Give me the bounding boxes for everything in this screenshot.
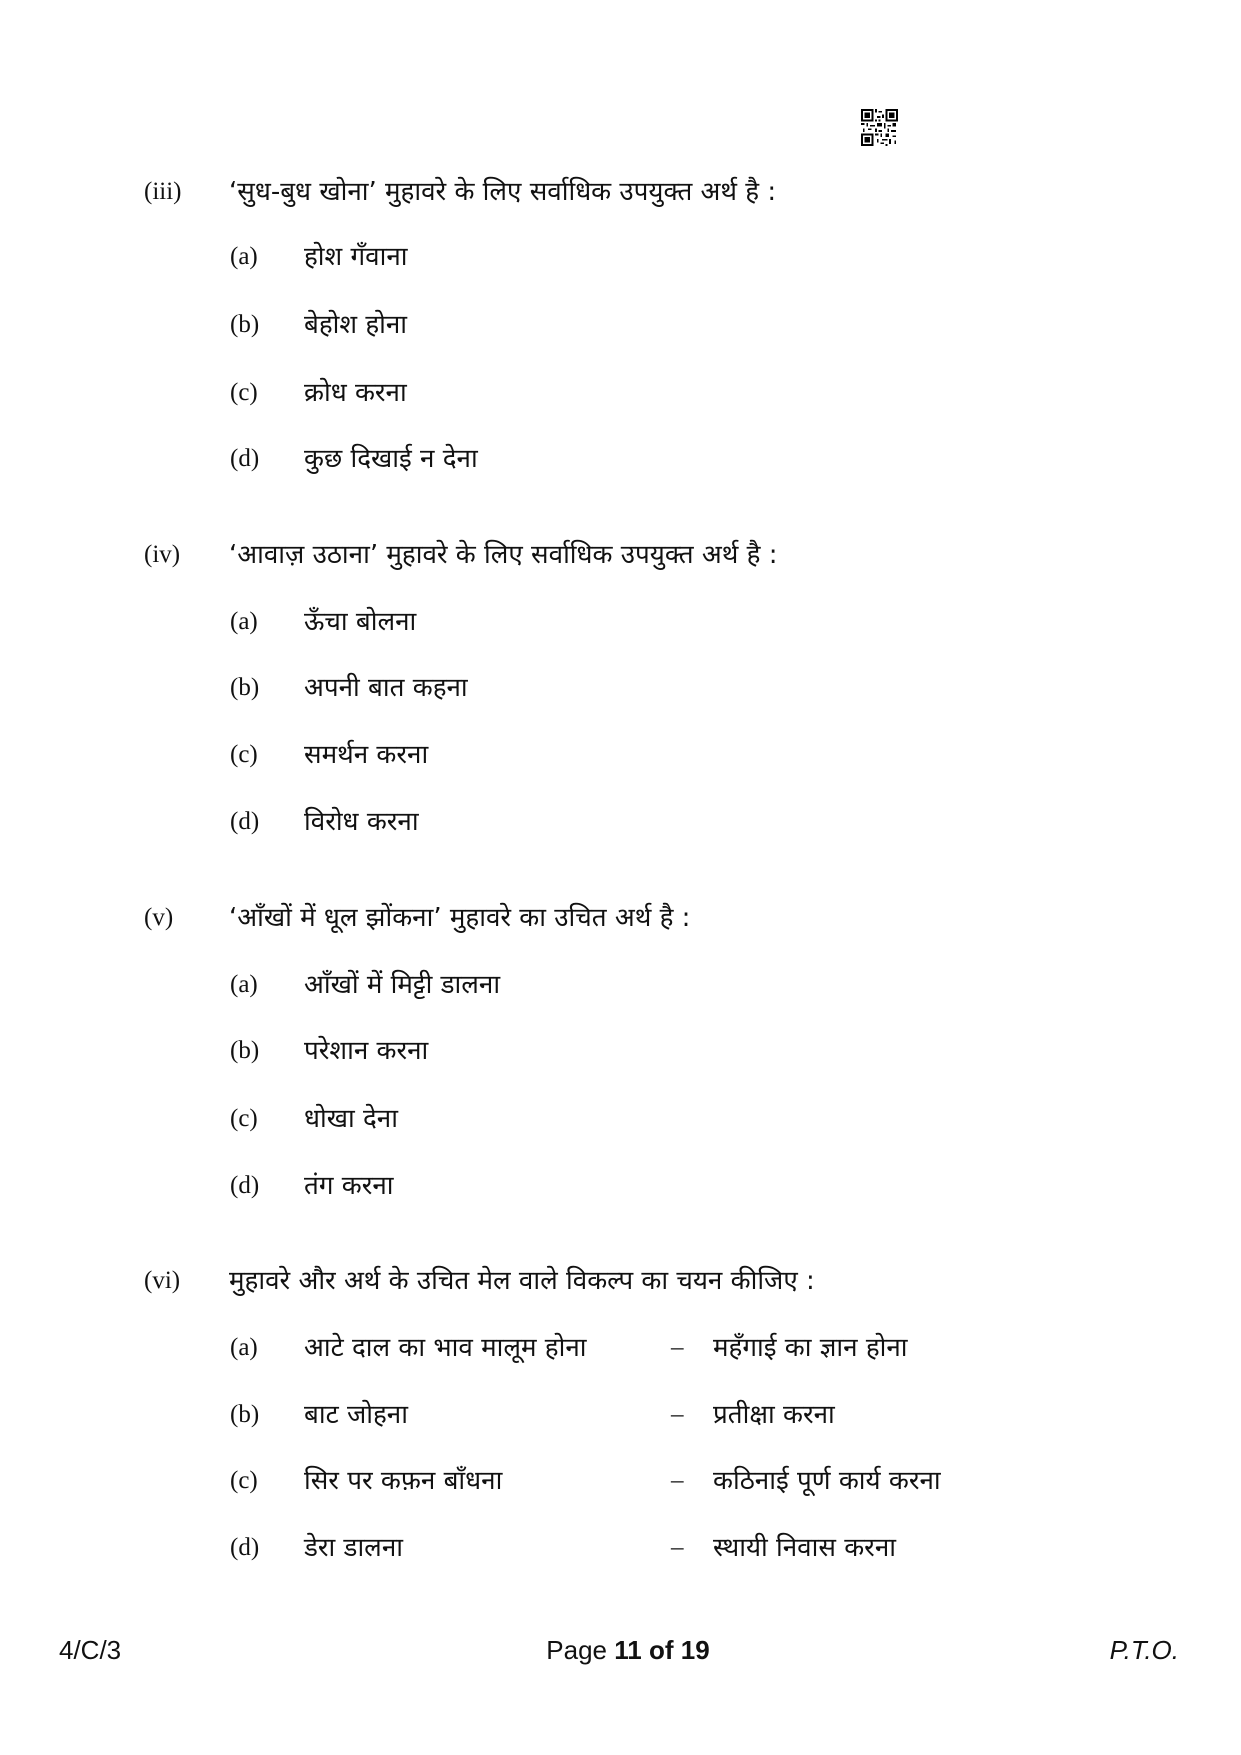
option-idiom: बाट जोहना	[304, 1400, 408, 1430]
option-text: बेहोश होना	[304, 310, 408, 340]
option-label: (d)	[230, 1172, 260, 1199]
option-row	[0, 1168, 1241, 1204]
option-row	[0, 307, 1241, 343]
question-v	[0, 900, 1241, 936]
option-dash: –	[671, 1534, 684, 1561]
question-text: ‘सुध-बुध खोना’ मुहावरे के लिए सर्वाधिक उपयुक्त अर्थ है :	[229, 177, 777, 207]
option-text: परेशान करना	[304, 1036, 429, 1066]
option-dash: –	[671, 1467, 684, 1494]
page-footer	[0, 1632, 1241, 1668]
option-label: (a)	[230, 243, 258, 270]
question-iii	[0, 174, 1241, 210]
option-text: क्रोध करना	[304, 378, 407, 408]
option-text: अपनी बात कहना	[304, 673, 468, 703]
question-number: (v)	[144, 904, 174, 931]
option-label: (a)	[230, 1334, 258, 1361]
option-row	[0, 804, 1241, 840]
option-row	[0, 1033, 1241, 1069]
option-text: तंग करना	[304, 1171, 394, 1201]
question-vi	[0, 1263, 1241, 1299]
page-number	[440, 1632, 816, 1668]
question-text: मुहावरे और अर्थ के उचित मेल वाले विकल्प का चयन कीजिए :	[229, 1266, 815, 1296]
option-meaning: स्थायी निवास करना	[713, 1533, 896, 1563]
question-iv	[0, 537, 1241, 573]
option-row	[0, 1101, 1241, 1137]
question-text: ‘आँखों में धूल झोंकना’ मुहावरे का उचित अर्थ है :	[229, 903, 691, 933]
option-text: धोखा देना	[304, 1104, 398, 1134]
qr-code-icon	[861, 109, 898, 146]
option-text: होश गँवाना	[304, 242, 408, 272]
option-text: आँखों में मिट्टी डालना	[304, 970, 501, 1000]
option-row	[0, 1463, 1241, 1499]
option-row	[0, 1330, 1241, 1366]
option-row	[0, 1530, 1241, 1566]
option-row	[0, 239, 1241, 275]
option-text: ऊँचा बोलना	[304, 607, 417, 637]
option-label: (c)	[230, 1105, 258, 1132]
option-row	[0, 967, 1241, 1003]
option-dash: –	[671, 1401, 684, 1428]
option-label: (a)	[230, 971, 258, 998]
option-label: (c)	[230, 379, 258, 406]
option-label: (b)	[230, 1037, 260, 1064]
option-dash: –	[671, 1334, 684, 1361]
paper-code: 4/C/3	[59, 1635, 122, 1665]
option-row	[0, 604, 1241, 640]
option-row	[0, 441, 1241, 477]
option-row	[0, 737, 1241, 773]
question-text: ‘आवाज़ उठाना’ मुहावरे के लिए सर्वाधिक उपयुक्त अर्थ है :	[229, 540, 778, 570]
option-label: (d)	[230, 808, 260, 835]
option-row	[0, 375, 1241, 411]
option-text: विरोध करना	[304, 807, 419, 837]
page-of: of	[649, 1635, 674, 1665]
option-label: (b)	[230, 1401, 260, 1428]
option-meaning: कठिनाई पूर्ण कार्य करना	[713, 1466, 941, 1496]
option-label: (c)	[230, 1467, 258, 1494]
page-prefix: Page	[546, 1635, 608, 1665]
option-meaning: प्रतीक्षा करना	[713, 1400, 835, 1430]
option-idiom: सिर पर कफ़न बाँधना	[304, 1466, 503, 1496]
page-current: 11	[614, 1635, 642, 1665]
option-label: (b)	[230, 311, 260, 338]
question-number: (vi)	[144, 1267, 181, 1294]
pto-label: P.T.O.	[1109, 1635, 1179, 1665]
option-label: (b)	[230, 674, 260, 701]
option-meaning: महँगाई का ज्ञान होना	[713, 1333, 908, 1363]
question-number: (iii)	[144, 178, 182, 205]
page-total: 19	[680, 1635, 710, 1665]
option-text: कुछ दिखाई न देना	[304, 444, 478, 474]
option-label: (a)	[230, 608, 258, 635]
option-label: (c)	[230, 741, 258, 768]
option-row	[0, 670, 1241, 706]
option-text: समर्थन करना	[304, 740, 429, 770]
option-idiom: आटे दाल का भाव मालूम होना	[304, 1333, 587, 1363]
option-label: (d)	[230, 445, 260, 472]
question-number: (iv)	[144, 541, 181, 568]
option-idiom: डेरा डालना	[304, 1533, 403, 1563]
option-row	[0, 1397, 1241, 1433]
option-label: (d)	[230, 1534, 260, 1561]
